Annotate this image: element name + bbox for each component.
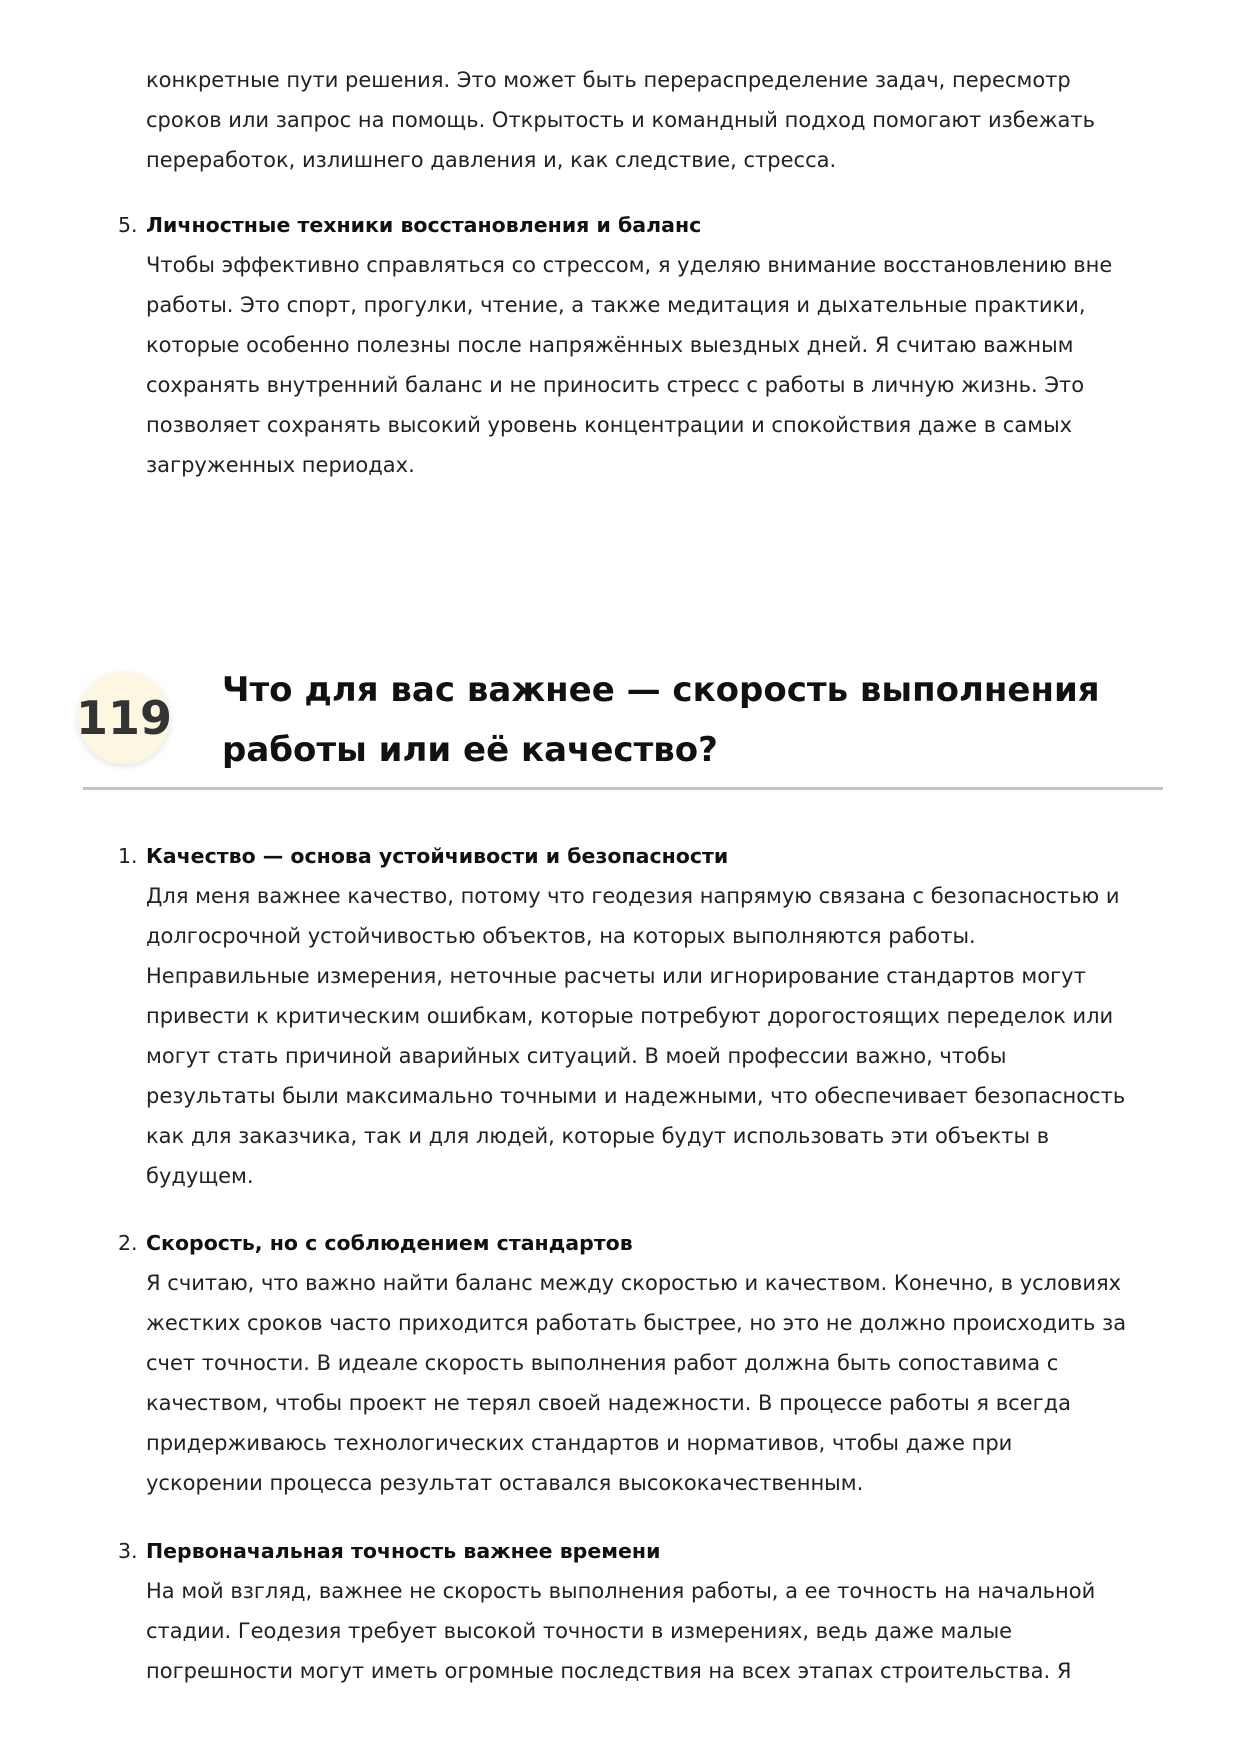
list-item (118, 205, 1186, 485)
item-title (118, 1223, 1186, 1263)
text-line: результаты были максимально точными и надежными, что обеспечивает безопасность (146, 1084, 1126, 1108)
text-line: На мой взгляд, важнее не скорость выполнения работы, а ее точность на начальной (146, 1579, 1096, 1603)
item-title (118, 1531, 1186, 1571)
question-title-line: работы или её качество? (222, 730, 718, 770)
text-line: сохранять внутренний баланс и не приносить стресс с работы в личную жизнь. Это (146, 373, 1085, 397)
item-title (118, 205, 1186, 245)
text-line: Чтобы эффективно справляться со стрессом, я уделяю внимание восстановлению вне (146, 253, 1113, 277)
text-line: как для заказчика, так и для людей, которые будут использовать эти объекты в (146, 1124, 1050, 1148)
item-title-text: Скорость, но с соблюдением стандартов (146, 1231, 633, 1255)
text-line: переработок, излишнего давления и, как следствие, стресса. (146, 148, 837, 172)
text-line: Я считаю, что важно найти баланс между скоростью и качеством. Конечно, в условиях (146, 1271, 1122, 1295)
text-line: конкретные пути решения. Это может быть перераспределение задач, пересмотр (146, 68, 1071, 92)
item-number: 2. (118, 1231, 138, 1255)
item-number: 5. (118, 213, 138, 237)
title-divider (83, 787, 1163, 790)
question-title (222, 660, 1100, 780)
previous-answer-tail (146, 60, 1186, 180)
text-line: загруженных периодах. (146, 453, 415, 477)
text-line: Для меня важнее качество, потому что геодезия напрямую связана с безопасностью и (146, 884, 1120, 908)
list-item (118, 1223, 1186, 1503)
list-item (118, 836, 1186, 1196)
text-line: стадии. Геодезия требует высокой точности в измерениях, ведь даже малые (146, 1619, 1013, 1643)
text-line: долгосрочной устойчивостью объектов, на которых выполняются работы. (146, 924, 976, 948)
item-title-text: Первоначальная точность важнее времени (146, 1539, 661, 1563)
text-line: сроков или запрос на помощь. Открытость и командный подход помогают избежать (146, 108, 1096, 132)
item-title (118, 836, 1186, 876)
text-line: позволяет сохранять высокий уровень концентрации и спокойствия даже в самых (146, 413, 1073, 437)
item-title-text: Качество — основа устойчивости и безопасности (146, 844, 729, 868)
text-line: могут стать причиной аварийных ситуаций. В моей профессии важно, чтобы (146, 1044, 1007, 1068)
list-item (118, 1531, 1186, 1691)
text-line: жестких сроков часто приходится работать быстрее, но это не должно происходить за (146, 1311, 1127, 1335)
item-number: 3. (118, 1539, 138, 1563)
text-line: которые особенно полезны после напряжённых выездных дней. Я считаю важным (146, 333, 1074, 357)
text-line: придерживаюсь технологических стандартов и нормативов, чтобы даже при (146, 1431, 1013, 1455)
text-line: ускорении процесса результат оставался высококачественным. (146, 1471, 864, 1495)
text-line: привести к критическим ошибкам, которые потребуют дорогостоящих переделок или (146, 1004, 1114, 1028)
text-line: работы. Это спорт, прогулки, чтение, а также медитация и дыхательные практики, (146, 293, 1086, 317)
text-line: будущем. (146, 1164, 254, 1188)
text-line: погрешности могут иметь огромные последствия на всех этапах строительства. Я (146, 1659, 1072, 1683)
text-line: счет точности. В идеале скорость выполнения работ должна быть сопоставима с (146, 1351, 1059, 1375)
item-title-text: Личностные техники восстановления и баланс (146, 213, 702, 237)
question-number-badge: 119 (78, 672, 170, 764)
text-line: качеством, чтобы проект не терял своей надежности. В процессе работы я всегда (146, 1391, 1072, 1415)
question-title-line: Что для вас важнее — скорость выполнения (222, 670, 1100, 710)
text-line: Неправильные измерения, неточные расчеты или игнорирование стандартов могут (146, 964, 1086, 988)
item-number: 1. (118, 844, 138, 868)
